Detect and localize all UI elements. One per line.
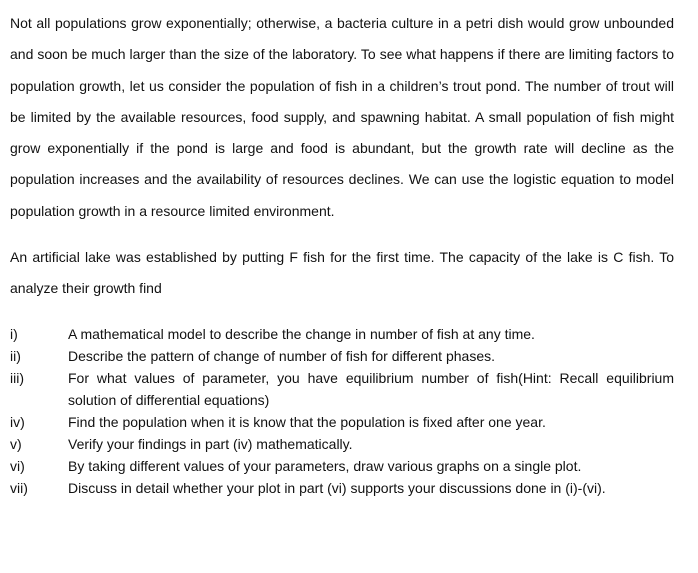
list-item-text: For what values of parameter, you have equilibrium number of fish(Hint: Recall equilibrium solution of differential equations) — [68, 369, 674, 408]
problem-statement-paragraph: An artificial lake was established by putting F fish for the first time. The capacity of the lake is C fish. To analyze their growth find — [10, 249, 674, 297]
list-item-number: v) — [10, 435, 22, 452]
list-item — [10, 367, 674, 411]
list-item-number: ii) — [10, 347, 21, 364]
list-item-text: Discuss in detail whether your plot in part (vi) supports your discussions done in (i)-(vi). — [68, 479, 606, 496]
list-item-text: A mathematical model to describe the change in number of fish at any time. — [68, 325, 535, 342]
document-page — [10, 0, 674, 499]
list-item — [10, 455, 674, 477]
list-item-number: vii) — [10, 479, 28, 496]
list-item-text: Verify your findings in part (iv) mathematically. — [68, 435, 353, 452]
intro-paragraph: Not all populations grow exponentially; otherwise, a bacteria culture in a petri dish would grow unbounded and soon be much larger than the size of the laboratory. To see what happens if there are limiting factors to population growth, let us consider the population of fish in a children’s trout pond. The number of trout will be limited by the available resources, food supply, and spawning habitat. A small population of fish might grow exponentially if the pond is large and food is abundant, but the growth rate will decline as the population increases and the availability of resources declines. We can use the logistic equation to model population growth in a resource limited environment. — [10, 15, 674, 219]
list-item-text: Describe the pattern of change of number of fish for different phases. — [68, 347, 495, 364]
list-item — [10, 433, 674, 455]
list-item-number: iv) — [10, 413, 25, 430]
list-item — [10, 411, 674, 433]
list-item — [10, 477, 674, 499]
list-item — [10, 345, 674, 367]
list-item-text: By taking different values of your parameters, draw various graphs on a single plot. — [68, 457, 582, 474]
list-item-text: Find the population when it is know that the population is fixed after one year. — [68, 413, 546, 430]
list-item-number: vi) — [10, 457, 25, 474]
list-item-number: iii) — [10, 369, 24, 386]
task-list — [10, 323, 674, 499]
list-item — [10, 323, 674, 345]
list-item-number: i) — [10, 325, 18, 342]
